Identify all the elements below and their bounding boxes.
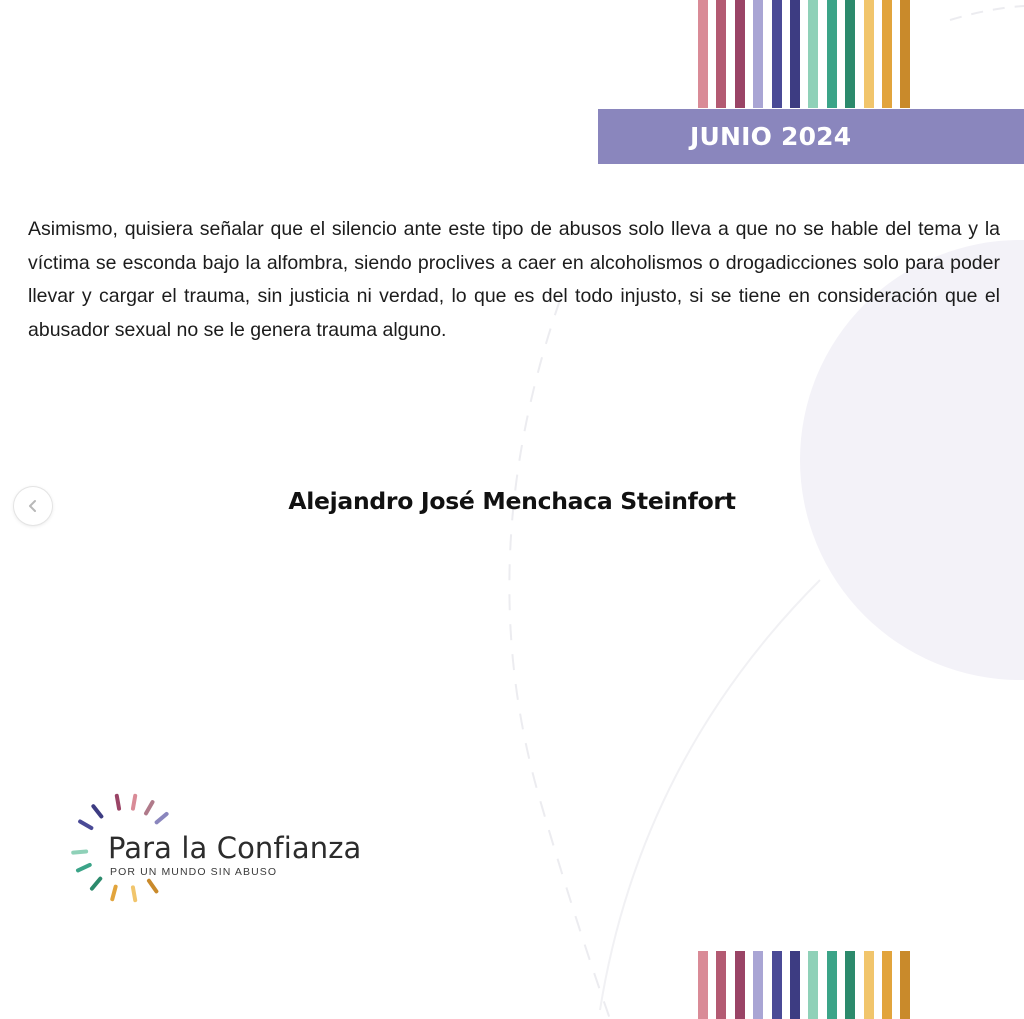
stripe-bar [698,0,708,108]
logo-ray [146,802,153,813]
stripe-bar [698,951,708,1019]
stripe-bar [790,951,800,1019]
background-top-curve [950,6,1024,20]
logo-title: Para la Confianza [108,831,362,865]
stripe-bar [827,0,837,108]
date-label: JUNIO 2024 [690,122,852,151]
background-dashed-arc [509,300,610,1019]
stripes-top [698,0,910,108]
stripe-bar [753,951,763,1019]
stripe-bar [864,0,874,108]
stripe-bar [772,0,782,108]
logo-ray [117,796,119,809]
logo-ray [112,887,115,900]
stripe-bar [900,951,910,1019]
stripes-bottom [698,951,910,1019]
stripe-bar [716,951,726,1019]
logo-ray [93,806,101,816]
stripe-bar [735,0,745,108]
stripe-bar [808,951,818,1019]
stripe-bar [882,0,892,108]
stripe-bar [790,0,800,108]
logo [66,786,366,926]
logo-ray [78,865,90,870]
logo-ray [92,879,100,889]
stripe-bar [827,951,837,1019]
logo-ray [133,887,135,900]
logo-ray [73,851,86,852]
stripe-bar [900,0,910,108]
body-paragraph: Asimismo, quisiera señalar que el silencio ante este tipo de abusos solo lleva a que no se hable del tema y la víctima se esconda bajo la alfombra, siendo proclives a caer en alcoholismos o drogadicciones solo para poder llevar y cargar el trauma, sin justicia ni verdad, lo que es del todo injusto, si se tiene en consideración que el abusador sexual no se le genera trauma alguno. [28,218,1000,341]
logo-tagline: POR UN MUNDO SIN ABUSO [110,866,278,878]
stripe-bar [716,0,726,108]
date-banner [598,109,1024,164]
stripe-bar [845,0,855,108]
logo-ray [80,822,91,829]
logo-ray [157,814,167,822]
stripe-bar [845,951,855,1019]
background-curve [600,580,820,1010]
stripe-bar [882,951,892,1019]
logo-ray [133,796,135,809]
stripe-bar [772,951,782,1019]
logo-ray [149,881,156,892]
stripe-bar [735,951,745,1019]
stripe-bar [753,0,763,108]
author-signature: Alejandro José Menchaca Steinfort [288,487,736,515]
stripe-bar [808,0,818,108]
stripe-bar [864,951,874,1019]
